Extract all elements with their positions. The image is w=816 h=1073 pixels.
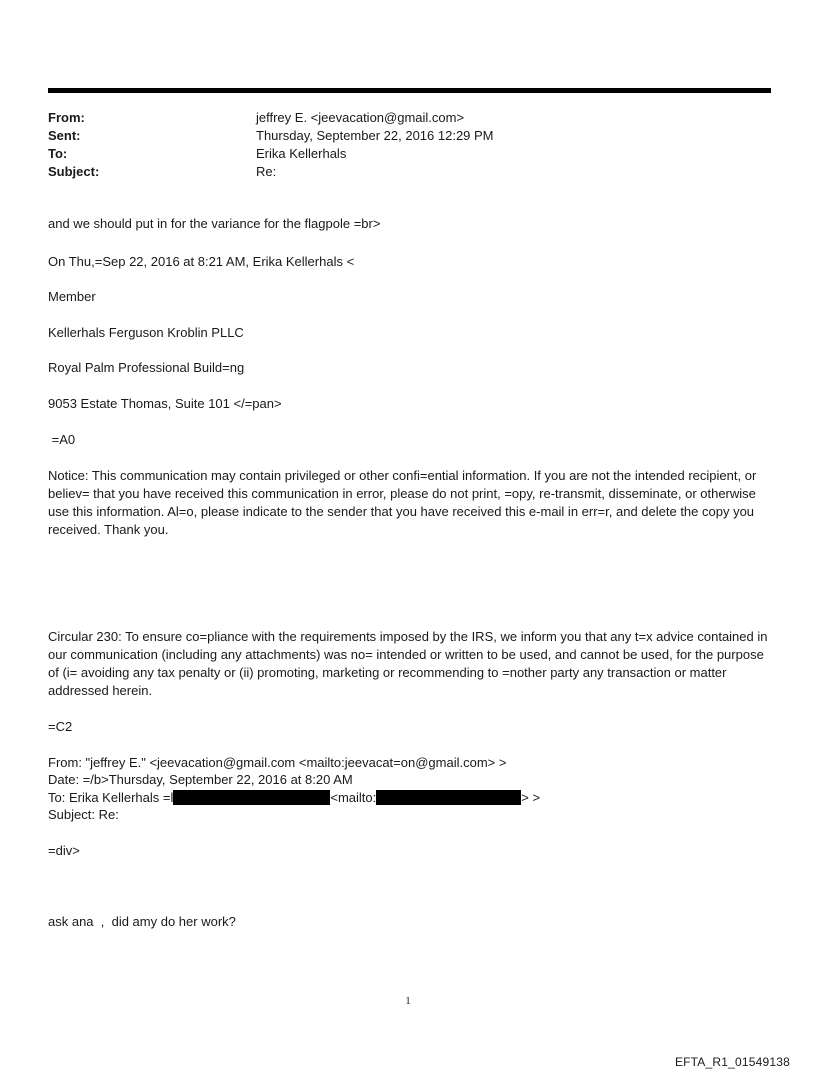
header-rule (48, 88, 771, 93)
body-line-a0: =A0 (48, 432, 76, 447)
subject-row (48, 163, 771, 181)
quoted-subject: Subject: Re: (48, 807, 119, 822)
body-line-variance: and we should put in for the variance for the flagpole =br> (48, 216, 381, 231)
sent-row (48, 127, 771, 145)
quoted-to-prefix: To: Erika Kellerhals =l (48, 790, 174, 805)
body-line-address: 9053 Estate Thomas, Suite 101 </=pan> (48, 396, 282, 411)
from-row (48, 109, 771, 127)
from-label: From: (48, 110, 85, 125)
redaction-block (173, 790, 330, 805)
to-row (48, 145, 771, 163)
subject-value: Re: (256, 164, 277, 179)
quoted-to (48, 789, 772, 807)
body-line-on-thu: On Thu,=Sep 22, 2016 at 8:21 AM, Erika Kellerhals < (48, 254, 355, 269)
sent-label: Sent: (48, 128, 81, 143)
quoted-to-suffix: > > (521, 790, 541, 805)
sent-value: Thursday, September 22, 2016 12:29 PM (256, 128, 494, 143)
quoted-from: From: "jeffrey E." <jeevacation@gmail.com <mailto:jeevacat=on@gmail.com> > (48, 755, 507, 770)
quoted-date: Date: =/b>Thursday, September 22, 2016 at 8:20 AM (48, 772, 353, 787)
redaction-block (376, 790, 521, 805)
body-line-div: =div> (48, 843, 80, 858)
to-value: Erika Kellerhals (256, 146, 347, 161)
body-line-member: Member (48, 289, 96, 304)
to-label: To: (48, 146, 68, 161)
email-header (48, 109, 771, 181)
circular-230-paragraph: Circular 230: To ensure co=pliance with the requirements imposed by the IRS, we inform you that any t=x advice contained in our communication (including any attachments) was no= intended or written to be used, and cannot be used, for the purpose of (i= avoiding any tax penalty or (ii) promoting, marketing or recommending to =nother party any transaction or matter addressed herein. (48, 629, 768, 698)
body-line-building: Royal Palm Professional Build=ng (48, 360, 245, 375)
body-line-ask-ana: ask ana , did amy do her work? (48, 914, 236, 929)
page-number: 1 (405, 995, 411, 1007)
quoted-to-mailto: <mailto: (330, 790, 377, 805)
notice-paragraph: Notice: This communication may contain privileged or other confi=ential information. If you are not the intended recipient, or believ= that you have received this communication in error, please do not print, =opy, re-transmit, disseminate, or otherwise use this information. Al=o, please indicate to the sender that you have received this e-mail in err=r, and delete the copy you received. Thank you. (48, 468, 757, 537)
from-value: jeffrey E. <jeevacation@gmail.com> (256, 110, 465, 125)
subject-label: Subject: (48, 164, 100, 179)
document-id-footer: EFTA_R1_01549138 (674, 1055, 790, 1069)
body-line-c2: =C2 (48, 719, 73, 734)
body-line-firm: Kellerhals Ferguson Kroblin PLLC (48, 325, 244, 340)
